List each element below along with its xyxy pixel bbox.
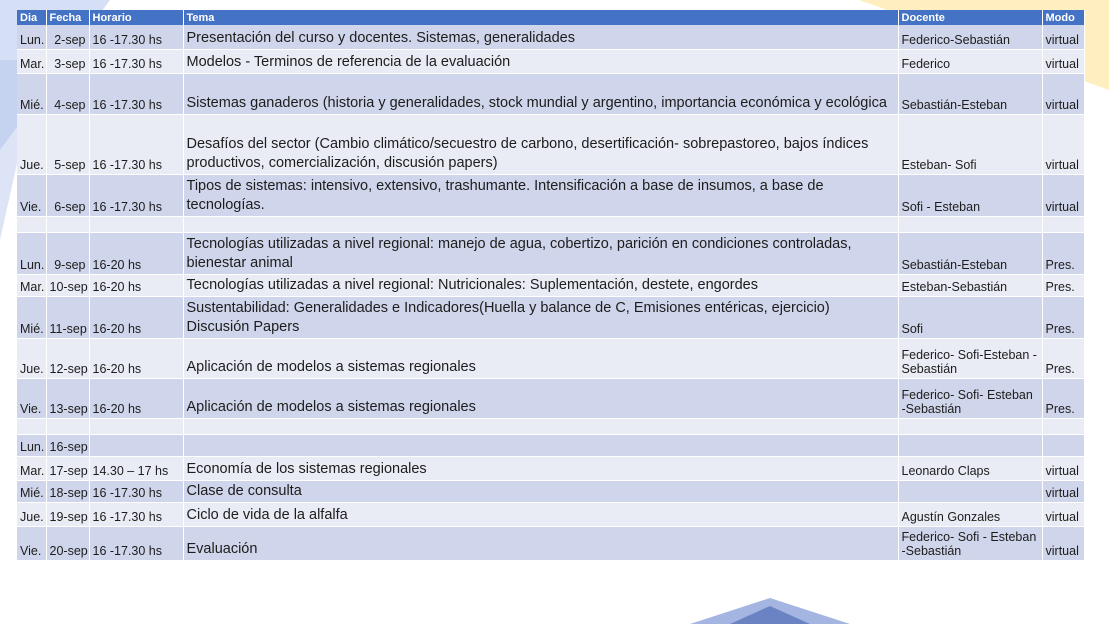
cell-horario: 16 -17.30 hs xyxy=(89,502,183,526)
cell-docente xyxy=(898,434,1042,456)
cell-dia: Jue. xyxy=(17,114,46,174)
cell-modo: virtual xyxy=(1042,456,1084,480)
cell-fecha: 3-sep xyxy=(46,49,89,73)
decorative-shape-bottom-inner xyxy=(730,606,810,624)
cell-fecha: 16-sep xyxy=(46,434,89,456)
table-row xyxy=(17,274,1084,296)
cell-dia: Vie. xyxy=(17,174,46,216)
cell-horario xyxy=(89,216,183,232)
cell-dia: Vie. xyxy=(17,378,46,418)
cell-fecha: 4-sep xyxy=(46,73,89,114)
schedule-rows xyxy=(17,25,1084,560)
cell-docente: Federico- Sofi-Esteban - Sebastián xyxy=(898,338,1042,378)
table-row xyxy=(17,418,1084,434)
cell-modo: virtual xyxy=(1042,49,1084,73)
cell-tema: Desafíos del sector (Cambio climático/secuestro de carbono, desertificación- sobrepastoreo, bajos índices productivos, comercialización, discusión papers) xyxy=(183,114,898,174)
table-row xyxy=(17,174,1084,216)
cell-horario xyxy=(89,434,183,456)
cell-tema: Sistemas ganaderos (historia y generalidades, stock mundial y argentino, importancia económica y ecológica xyxy=(183,73,898,114)
cell-dia: Mar. xyxy=(17,456,46,480)
cell-fecha: 19-sep xyxy=(46,502,89,526)
cell-fecha: 9-sep xyxy=(46,232,89,274)
table-row xyxy=(17,456,1084,480)
cell-docente: Esteban- Sofi xyxy=(898,114,1042,174)
cell-modo: virtual xyxy=(1042,526,1084,560)
table-row xyxy=(17,502,1084,526)
cell-modo: virtual xyxy=(1042,480,1084,502)
cell-tema: Aplicación de modelos a sistemas regionales xyxy=(183,378,898,418)
header-tema: Tema xyxy=(183,10,898,25)
cell-tema xyxy=(183,418,898,434)
cell-tema: Tecnologías utilizadas a nivel regional: manejo de agua, cobertizo, parición en condiciones controladas, bienestar animal xyxy=(183,232,898,274)
cell-docente: Sebastián-Esteban xyxy=(898,73,1042,114)
cell-tema: Aplicación de modelos a sistemas regionales xyxy=(183,338,898,378)
table-row xyxy=(17,49,1084,73)
cell-modo xyxy=(1042,434,1084,456)
cell-dia: Mar. xyxy=(17,274,46,296)
table-row xyxy=(17,480,1084,502)
cell-horario xyxy=(89,418,183,434)
cell-fecha: 5-sep xyxy=(46,114,89,174)
cell-modo: Pres. xyxy=(1042,296,1084,338)
cell-dia: Lun. xyxy=(17,25,46,49)
cell-dia: Mar. xyxy=(17,49,46,73)
cell-dia xyxy=(17,216,46,232)
cell-fecha xyxy=(46,216,89,232)
cell-modo: virtual xyxy=(1042,73,1084,114)
cell-dia: Jue. xyxy=(17,338,46,378)
cell-horario: 16-20 hs xyxy=(89,274,183,296)
cell-fecha: 10-sep xyxy=(46,274,89,296)
cell-horario: 16 -17.30 hs xyxy=(89,114,183,174)
table-row xyxy=(17,338,1084,378)
cell-horario: 16-20 hs xyxy=(89,378,183,418)
cell-horario: 16 -17.30 hs xyxy=(89,526,183,560)
cell-modo: Pres. xyxy=(1042,378,1084,418)
cell-tema xyxy=(183,434,898,456)
cell-docente: Federico- Sofi- Esteban -Sebastián xyxy=(898,378,1042,418)
cell-modo: Pres. xyxy=(1042,274,1084,296)
cell-fecha: 17-sep xyxy=(46,456,89,480)
cell-docente xyxy=(898,418,1042,434)
cell-modo: virtual xyxy=(1042,174,1084,216)
cell-fecha: 2-sep xyxy=(46,25,89,49)
cell-horario: 14.30 – 17 hs xyxy=(89,456,183,480)
header-modo: Modo xyxy=(1042,10,1084,25)
cell-tema: Clase de consulta xyxy=(183,480,898,502)
cell-modo xyxy=(1042,216,1084,232)
cell-docente: Sofi - Esteban xyxy=(898,174,1042,216)
cell-docente: Sebastián-Esteban xyxy=(898,232,1042,274)
cell-horario: 16-20 hs xyxy=(89,338,183,378)
header-row xyxy=(17,10,1084,25)
cell-fecha: 13-sep xyxy=(46,378,89,418)
table-row xyxy=(17,378,1084,418)
table-row xyxy=(17,114,1084,174)
cell-horario: 16 -17.30 hs xyxy=(89,480,183,502)
cell-docente xyxy=(898,216,1042,232)
cell-horario: 16 -17.30 hs xyxy=(89,49,183,73)
cell-docente: Agustín Gonzales xyxy=(898,502,1042,526)
table-row xyxy=(17,232,1084,274)
cell-dia: Jue. xyxy=(17,502,46,526)
cell-docente: Sofi xyxy=(898,296,1042,338)
cell-docente: Federico-Sebastián xyxy=(898,25,1042,49)
cell-horario: 16 -17.30 hs xyxy=(89,25,183,49)
cell-modo: virtual xyxy=(1042,114,1084,174)
table-row xyxy=(17,434,1084,456)
cell-tema: Modelos - Terminos de referencia de la evaluación xyxy=(183,49,898,73)
cell-docente: Leonardo Claps xyxy=(898,456,1042,480)
cell-modo: virtual xyxy=(1042,25,1084,49)
cell-fecha: 11-sep xyxy=(46,296,89,338)
cell-fecha: 18-sep xyxy=(46,480,89,502)
table-row xyxy=(17,296,1084,338)
cell-dia: Mié. xyxy=(17,296,46,338)
cell-modo: Pres. xyxy=(1042,232,1084,274)
table-row xyxy=(17,25,1084,49)
cell-docente xyxy=(898,480,1042,502)
cell-tema: Economía de los sistemas regionales xyxy=(183,456,898,480)
table-row xyxy=(17,526,1084,560)
cell-dia: Lun. xyxy=(17,434,46,456)
cell-fecha: 12-sep xyxy=(46,338,89,378)
header-dia: Dia xyxy=(17,10,46,25)
cell-docente: Esteban-Sebastián xyxy=(898,274,1042,296)
cell-horario: 16-20 hs xyxy=(89,232,183,274)
cell-tema: Tipos de sistemas: intensivo, extensivo, trashumante. Intensificación a base de insumos, a base de tecnologías. xyxy=(183,174,898,216)
table-row xyxy=(17,216,1084,232)
cell-modo: virtual xyxy=(1042,502,1084,526)
header-docente: Docente xyxy=(898,10,1042,25)
header-fecha: Fecha xyxy=(46,10,89,25)
cell-dia xyxy=(17,418,46,434)
table-row xyxy=(17,73,1084,114)
cell-tema: Ciclo de vida de la alfalfa xyxy=(183,502,898,526)
cell-tema: Sustentabilidad: Generalidades e Indicadores(Huella y balance de C, Emisiones entéricas, ejercicio) Discusión Papers xyxy=(183,296,898,338)
cell-modo: Pres. xyxy=(1042,338,1084,378)
header-horario: Horario xyxy=(89,10,183,25)
cell-tema: Presentación del curso y docentes. Sistemas, generalidades xyxy=(183,25,898,49)
cell-fecha xyxy=(46,418,89,434)
cell-dia: Mié. xyxy=(17,73,46,114)
cell-dia: Lun. xyxy=(17,232,46,274)
cell-horario: 16-20 hs xyxy=(89,296,183,338)
cell-dia: Vie. xyxy=(17,526,46,560)
cell-docente: Federico- Sofi - Esteban -Sebastián xyxy=(898,526,1042,560)
cell-fecha: 6-sep xyxy=(46,174,89,216)
cell-dia: Mié. xyxy=(17,480,46,502)
cell-tema: Tecnologías utilizadas a nivel regional: Nutricionales: Suplementación, destete, engordes xyxy=(183,274,898,296)
cell-fecha: 20-sep xyxy=(46,526,89,560)
schedule-table xyxy=(17,10,1085,561)
cell-modo xyxy=(1042,418,1084,434)
cell-tema xyxy=(183,216,898,232)
cell-horario: 16 -17.30 hs xyxy=(89,174,183,216)
cell-docente: Federico xyxy=(898,49,1042,73)
cell-tema: Evaluación xyxy=(183,526,898,560)
cell-horario: 16 -17.30 hs xyxy=(89,73,183,114)
